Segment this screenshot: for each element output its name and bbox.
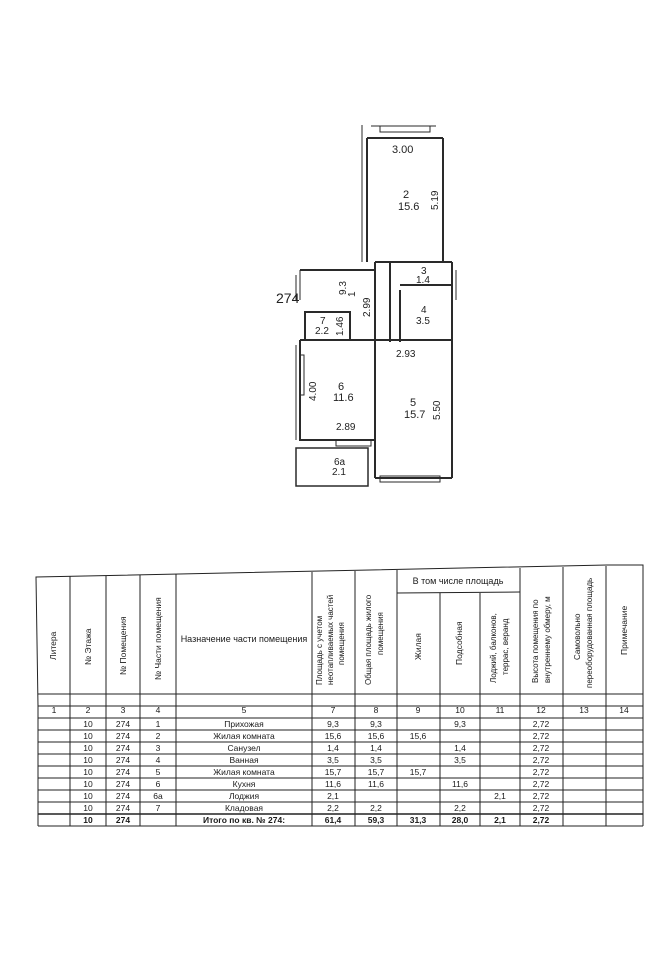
cell-height: 2,72 [532, 803, 550, 813]
total-floor: 10 [83, 815, 93, 825]
cell-room: 274 [115, 755, 131, 765]
cell-living: 15,6 [409, 731, 427, 741]
cell-name: Жилая комната [213, 767, 275, 777]
cell-floor: 10 [83, 767, 93, 777]
header-part: № Части помещения [153, 597, 163, 680]
room-6a-number: 6a [334, 457, 346, 468]
cell-height: 2,72 [532, 767, 550, 777]
cell-aux: 9,3 [454, 719, 466, 729]
cell-part: 3 [155, 743, 161, 753]
header-unauthorized-1: Самовольно [573, 613, 582, 660]
colnum-14: 14 [619, 705, 629, 715]
colnum-11: 11 [495, 705, 505, 715]
dim-hall-width: 2.99 [362, 297, 373, 317]
room-4-number: 4 [421, 305, 427, 316]
cell-floor: 10 [83, 719, 93, 729]
cell-height: 2,72 [532, 779, 550, 789]
colnum-9: 9 [415, 705, 421, 715]
cell-total: 1,4 [370, 743, 382, 753]
header-aux: Подсобная [454, 621, 464, 665]
cell-height: 2,72 [532, 755, 550, 765]
cell-aux: 3,5 [454, 755, 466, 765]
cell-aux: 11,6 [452, 779, 468, 789]
cell-name: Жилая комната [213, 731, 275, 741]
room-7-number: 7 [320, 316, 326, 327]
cell-area_with: 2,1 [327, 791, 339, 801]
colnum-4: 4 [155, 705, 161, 715]
room-2-number: 2 [403, 189, 410, 201]
cell-part: 6 [155, 779, 161, 789]
cell-room: 274 [115, 719, 131, 729]
cell-part: 1 [155, 719, 161, 729]
cell-floor: 10 [83, 791, 93, 801]
header-area-with-2: неотапливаемых частей [326, 594, 335, 685]
cell-area_with: 3,5 [327, 755, 339, 765]
room-6a-area: 2.1 [332, 467, 346, 478]
cell-name: Кухня [232, 779, 256, 789]
total-total: 59,3 [367, 815, 385, 825]
cell-total: 15,7 [367, 767, 385, 777]
cell-area_with: 1,4 [327, 743, 339, 753]
room-1-number: 1 [347, 291, 358, 297]
colnum-5: 5 [241, 705, 247, 715]
header-height-2: внутреннему обмеру, м [543, 596, 552, 683]
header-living: Жилая [413, 633, 423, 660]
cell-height: 2,72 [532, 719, 550, 729]
total-aux: 28,0 [451, 815, 469, 825]
apartment-number-label: 274 [276, 290, 300, 306]
header-floor: № Этажа [83, 628, 93, 665]
header-loggias-2: террас, веранд [501, 618, 510, 675]
cell-room: 274 [115, 731, 131, 741]
header-area-with-3: помещения [337, 622, 346, 665]
cell-room: 274 [115, 743, 131, 753]
header-total-1: Общая площадь жилого [364, 594, 373, 685]
cell-height: 2,72 [532, 731, 550, 741]
header-purpose: Назначение части помещения [180, 634, 308, 644]
header-total-2: помещения [376, 612, 385, 655]
dim-room2-length: 5.19 [430, 190, 441, 210]
table-headers [48, 576, 629, 688]
room-6-number: 6 [338, 381, 345, 393]
colnum-2: 2 [85, 705, 91, 715]
cell-area_with: 15,7 [324, 767, 342, 777]
cell-area_with: 15,6 [324, 731, 342, 741]
dim-room2-width: 3.00 [392, 144, 414, 156]
cell-height: 2,72 [532, 791, 550, 801]
header-group: В том числе площадь [412, 576, 504, 586]
total-height: 2,72 [532, 815, 550, 825]
header-area-with-1: Площадь с учетом [315, 615, 324, 685]
room-6-area: 11.6 [333, 392, 354, 404]
header-unauthorized-2: переоборудованная площадь [585, 577, 594, 688]
cell-part: 2 [155, 731, 161, 741]
cell-name: Ванная [229, 755, 259, 765]
total-living: 31,3 [409, 815, 427, 825]
cell-area_with: 2,2 [327, 803, 339, 813]
cell-area_with: 9,3 [327, 719, 339, 729]
colnum-1: 1 [51, 705, 57, 715]
cell-total: 2,2 [370, 803, 382, 813]
cell-room: 274 [115, 803, 131, 813]
cell-total: 11,6 [368, 779, 384, 789]
cell-name: Лоджия [228, 791, 260, 801]
cell-part: 5 [155, 767, 161, 777]
cell-name: Санузел [227, 743, 261, 753]
cell-name: Кладовая [224, 803, 264, 813]
header-notes: Примечание [619, 605, 629, 655]
colnum-7: 7 [330, 705, 336, 715]
cell-part: 4 [155, 755, 161, 765]
dim-pantry-length: 1.46 [335, 316, 346, 336]
dim-room6-length: 4.00 [308, 381, 319, 401]
dim-room6-width: 2.89 [336, 422, 356, 433]
total-area_with: 61,4 [324, 815, 342, 825]
header-room: № Помещения [118, 616, 128, 675]
header-loggias-1: Лоджий, балконов, [489, 613, 498, 683]
colnum-3: 3 [120, 705, 126, 715]
cell-floor: 10 [83, 803, 93, 813]
cell-floor: 10 [83, 779, 93, 789]
cell-total: 15,6 [367, 731, 385, 741]
cell-room: 274 [115, 767, 131, 777]
cell-living: 15,7 [409, 767, 427, 777]
header-height-1: Высота помещения по [531, 599, 540, 683]
cell-room: 274 [115, 791, 131, 801]
cell-loggia: 2,1 [494, 791, 506, 801]
room-5-number: 5 [410, 397, 417, 409]
cell-aux: 2,2 [454, 803, 466, 813]
cell-total: 3,5 [370, 755, 382, 765]
room-5-area: 15.7 [404, 409, 426, 421]
room-4-area: 3.5 [416, 316, 430, 327]
room-3-area: 1.4 [416, 275, 430, 286]
cell-height: 2,72 [532, 743, 550, 753]
cell-part: 6а [153, 791, 163, 801]
dim-room5-width: 2.93 [396, 349, 416, 360]
cell-total: 9,3 [370, 719, 382, 729]
dim-room5-length: 5.50 [432, 400, 443, 420]
total-room: 274 [115, 815, 131, 825]
cell-room: 274 [115, 779, 131, 789]
room-3-number: 3 [421, 266, 427, 277]
cell-area_with: 11,6 [325, 779, 341, 789]
room-1-area: 9.3 [338, 281, 349, 295]
cell-floor: 10 [83, 743, 93, 753]
cell-floor: 10 [83, 755, 93, 765]
cell-floor: 10 [83, 731, 93, 741]
cell-aux: 1,4 [454, 743, 466, 753]
colnum-12: 12 [536, 705, 546, 715]
colnum-8: 8 [373, 705, 379, 715]
colnum-10: 10 [455, 705, 465, 715]
colnum-13: 13 [579, 705, 589, 715]
header-litera: Литера [48, 631, 58, 660]
total-label: Итого по кв. № 274: [202, 815, 286, 825]
cell-name: Прихожая [224, 719, 264, 729]
room-2-area: 15.6 [398, 201, 420, 213]
room-7-area: 2.2 [315, 326, 329, 337]
total-loggia: 2,1 [494, 815, 506, 825]
cell-part: 7 [155, 803, 161, 813]
